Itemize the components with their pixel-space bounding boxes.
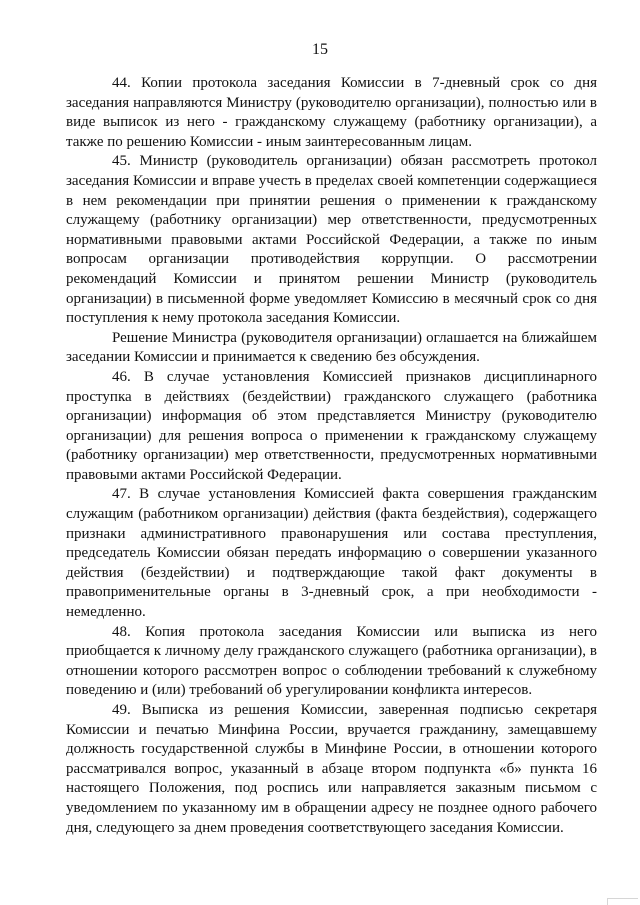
scan-edge-mark bbox=[607, 898, 638, 905]
paragraph-49: 49. Выписка из решения Комиссии, заверенная подписью секретаря Комиссии и печатью Минфина России, вручается гражданину, замещавшему должность государственной службы в Минфине России, в отношении которого рассматривался вопрос, указанный в абзаце втором подпункта «б» пункта 16 настоящего Положения, под роспись или направляется заказным письмом с уведомлением по указанному им в обращении адресу не позднее одного рабочего дня, следующего за днем проведения соответствующего заседания Комиссии. bbox=[66, 702, 597, 836]
paragraph-46: 46. В случае установления Комиссией признаков дисциплинарного проступка в действиях (бездействии) гражданского служащего (работника организации) информация об этом представляется Министру (руководителю организации) для решения вопроса о применении к гражданскому служащему (работнику организации) мер ответственности, предусмотренных нормативными правовыми актами Российской Федерации. bbox=[66, 368, 597, 483]
page-number: 15 bbox=[312, 41, 328, 58]
document-body bbox=[66, 74, 597, 838]
paragraph-45: 45. Министр (руководитель организации) обязан рассмотреть протокол заседания Комиссии и вправе учесть в пределах своей компетенции содержащиеся в нем рекомендации при принятии решения о применении к гражданскому служащему (работнику организации) мер ответственности, предусмотренных нормативными правовыми актами Российской Федерации, а также по иным вопросам организации противодействия коррупции. О рассмотрении рекомендаций Комиссии и принятом решении Министр (руководитель организации) в письменной форме уведомляет Комиссию в месячный срок со дня поступления к нему протокола заседания Комиссии. bbox=[66, 153, 597, 327]
paragraph-44: 44. Копии протокола заседания Комиссии в 7-дневный срок со дня заседания направляются Министру (руководителю организации), полностью или в виде выписок из него - гражданскому служащему (работнику организации), а также по решению Комиссии - иным заинтересованным лицам. bbox=[66, 75, 597, 150]
paragraph-48: 48. Копия протокола заседания Комиссии или выписка из него приобщается к личному делу гражданского служащего (работника организации), в отношении которого рассмотрен вопрос о соблюдении требований к служебному поведению и (или) требований об урегулировании конфликта интересов. bbox=[66, 623, 597, 699]
paragraph-45-decision: Решение Министра (руководителя организации) оглашается на ближайшем заседании Комиссии и принимается к сведению без обсуждения. bbox=[66, 329, 597, 366]
paragraph-47: 47. В случае установления Комиссией факта совершения гражданским служащим (работником организации) действия (факта бездействия), содержащего признаки административного правонарушения или состава преступления, председатель Комиссии обязан передать информацию о совершении указанного действия (бездействии) и подтверждающие такой факт документы в правоприменительные органы в 3-дневный срок, а при необходимости - немедленно. bbox=[66, 486, 597, 621]
